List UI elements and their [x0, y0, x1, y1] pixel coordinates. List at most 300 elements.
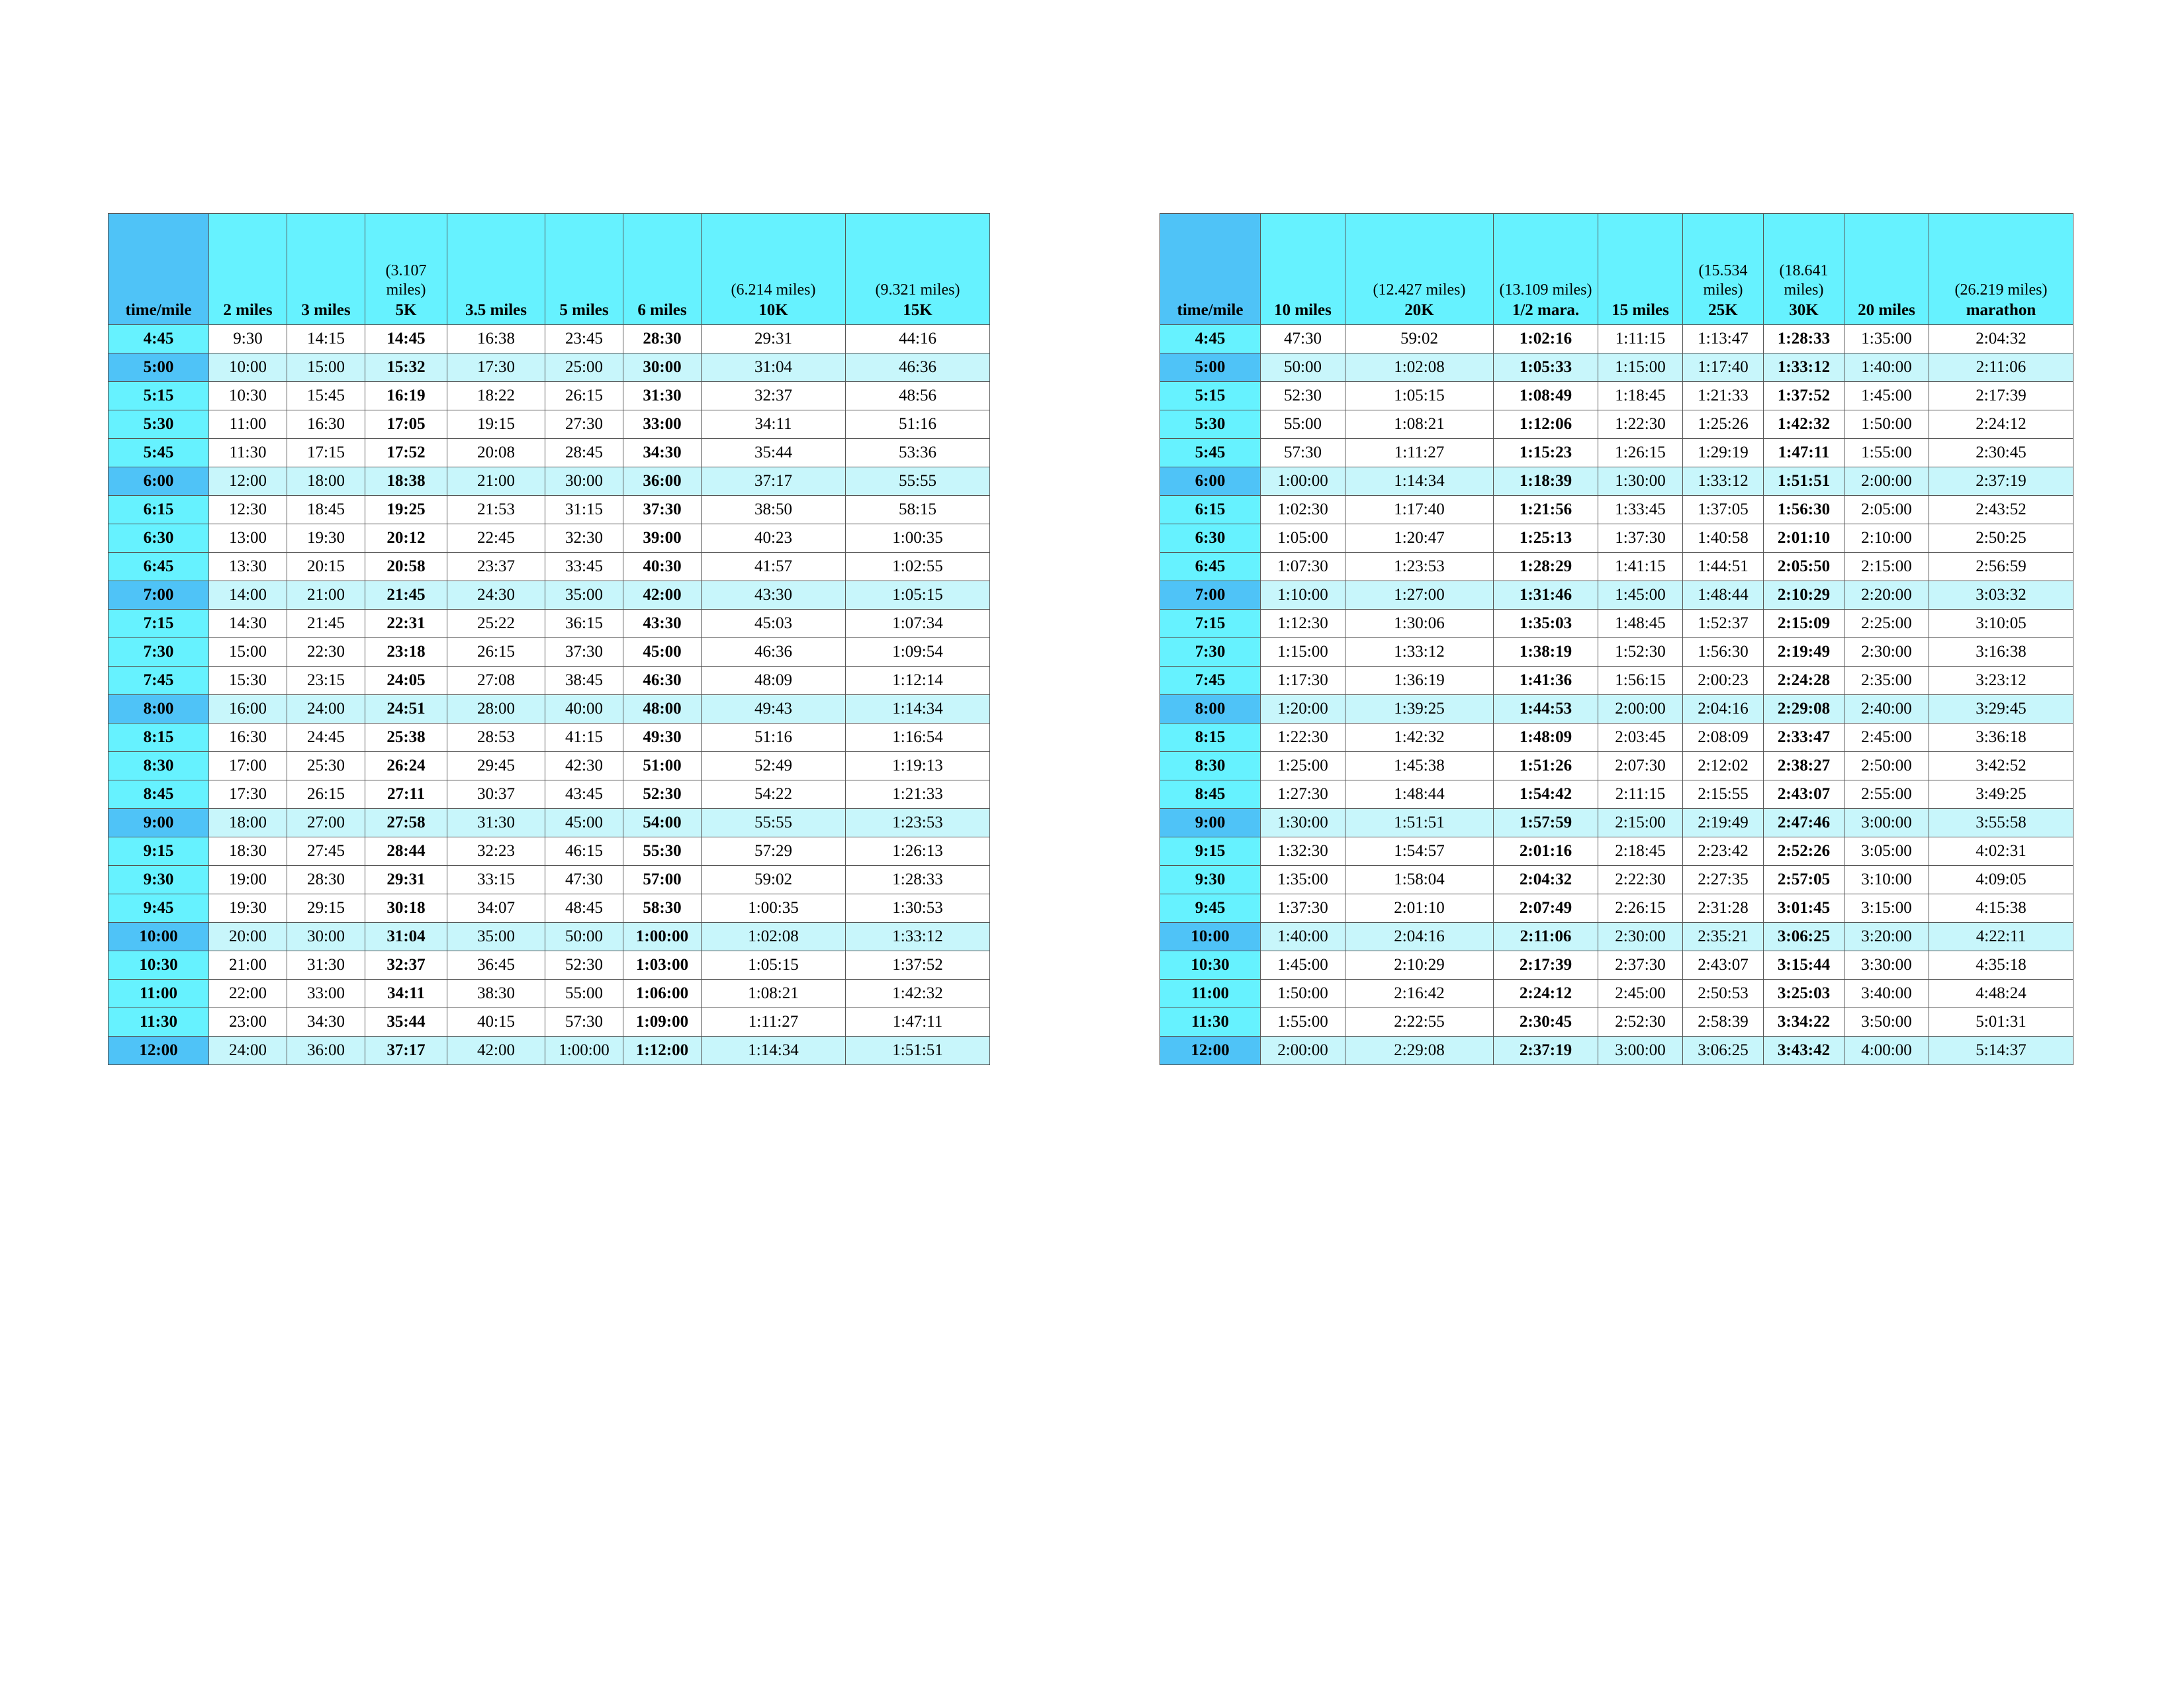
split-time-cell: 2:03:45 — [1598, 724, 1683, 752]
table-row — [1160, 951, 2073, 980]
split-time-cell: 57:30 — [1261, 439, 1345, 467]
split-time-cell: 2:52:26 — [1764, 837, 1844, 866]
split-time-cell: 2:24:12 — [1494, 980, 1598, 1008]
pace-per-mile-cell: 5:30 — [1160, 410, 1261, 439]
split-time-cell: 1:57:59 — [1494, 809, 1598, 837]
split-time-cell: 1:09:54 — [846, 638, 990, 667]
split-time-cell: 1:30:53 — [846, 894, 990, 923]
split-time-cell: 3:23:12 — [1929, 667, 2073, 695]
split-time-cell: 1:48:45 — [1598, 610, 1683, 638]
split-time-cell: 1:28:29 — [1494, 553, 1598, 581]
pace-table-right — [1160, 213, 2073, 1065]
column-header-distance: (26.219 miles) — [1954, 281, 2048, 299]
split-time-cell: 29:45 — [447, 752, 545, 780]
split-time-cell: 1:17:30 — [1261, 667, 1345, 695]
split-time-cell: 40:15 — [447, 1008, 545, 1037]
split-time-cell: 47:30 — [545, 866, 623, 894]
table-row — [109, 353, 990, 382]
split-time-cell: 35:00 — [447, 923, 545, 951]
split-time-cell: 2:22:55 — [1345, 1008, 1494, 1037]
table-row — [1160, 382, 2073, 410]
split-time-cell: 23:45 — [545, 325, 623, 353]
split-time-cell: 2:30:00 — [1598, 923, 1683, 951]
split-time-cell: 1:50:00 — [1844, 410, 1929, 439]
split-time-cell: 1:23:53 — [846, 809, 990, 837]
split-time-cell: 17:30 — [447, 353, 545, 382]
split-time-cell: 2:38:27 — [1764, 752, 1844, 780]
table-row — [109, 467, 990, 496]
split-time-cell: 19:30 — [287, 524, 365, 553]
column-header-label: 5K — [395, 301, 417, 319]
split-time-cell: 3:25:03 — [1764, 980, 1844, 1008]
split-time-cell: 1:48:44 — [1345, 780, 1494, 809]
table-row — [109, 951, 990, 980]
split-time-cell: 2:45:00 — [1598, 980, 1683, 1008]
table-row — [109, 496, 990, 524]
split-time-cell: 23:18 — [365, 638, 447, 667]
split-time-cell: 1:17:40 — [1345, 496, 1494, 524]
split-time-cell: 21:00 — [209, 951, 287, 980]
split-time-cell: 18:30 — [209, 837, 287, 866]
split-time-cell: 15:45 — [287, 382, 365, 410]
table-row — [1160, 439, 2073, 467]
split-time-cell: 1:48:09 — [1494, 724, 1598, 752]
split-time-cell: 25:30 — [287, 752, 365, 780]
split-time-cell: 55:00 — [545, 980, 623, 1008]
split-time-cell: 2:20:00 — [1844, 581, 1929, 610]
split-time-cell: 1:32:30 — [1261, 837, 1345, 866]
split-time-cell: 10:00 — [209, 353, 287, 382]
split-time-cell: 2:55:00 — [1844, 780, 1929, 809]
split-time-cell: 1:02:30 — [1261, 496, 1345, 524]
split-time-cell: 59:02 — [702, 866, 846, 894]
split-time-cell: 35:44 — [365, 1008, 447, 1037]
split-time-cell: 3:15:44 — [1764, 951, 1844, 980]
table-row — [1160, 1037, 2073, 1065]
column-header — [109, 214, 209, 325]
split-time-cell: 2:17:39 — [1929, 382, 2073, 410]
split-time-cell: 1:08:21 — [702, 980, 846, 1008]
column-header-label: 2 miles — [223, 301, 273, 319]
split-time-cell: 1:00:35 — [846, 524, 990, 553]
column-header — [365, 214, 447, 325]
split-time-cell: 12:00 — [209, 467, 287, 496]
pace-per-mile-cell: 9:45 — [1160, 894, 1261, 923]
table-row — [1160, 610, 2073, 638]
split-time-cell: 1:25:13 — [1494, 524, 1598, 553]
column-header-label: 30K — [1789, 301, 1819, 319]
split-time-cell: 2:19:49 — [1764, 638, 1844, 667]
pace-per-mile-cell: 9:15 — [109, 837, 209, 866]
pace-per-mile-cell: 6:45 — [109, 553, 209, 581]
split-time-cell: 37:17 — [365, 1037, 447, 1065]
split-time-cell: 1:15:23 — [1494, 439, 1598, 467]
split-time-cell: 1:19:13 — [846, 752, 990, 780]
header-row — [109, 214, 990, 325]
split-time-cell: 12:30 — [209, 496, 287, 524]
split-time-cell: 27:08 — [447, 667, 545, 695]
split-time-cell: 2:30:00 — [1844, 638, 1929, 667]
column-header — [209, 214, 287, 325]
split-time-cell: 1:56:30 — [1764, 496, 1844, 524]
split-time-cell: 1:07:34 — [846, 610, 990, 638]
pace-per-mile-cell: 7:30 — [109, 638, 209, 667]
pace-per-mile-cell: 7:15 — [1160, 610, 1261, 638]
pace-per-mile-cell: 8:15 — [1160, 724, 1261, 752]
split-time-cell: 17:52 — [365, 439, 447, 467]
split-time-cell: 1:05:00 — [1261, 524, 1345, 553]
table-row — [109, 980, 990, 1008]
split-time-cell: 11:30 — [209, 439, 287, 467]
split-time-cell: 1:15:00 — [1598, 353, 1683, 382]
split-time-cell: 2:35:21 — [1683, 923, 1764, 951]
split-time-cell: 2:52:30 — [1598, 1008, 1683, 1037]
column-header — [702, 214, 846, 325]
split-time-cell: 1:47:11 — [846, 1008, 990, 1037]
split-time-cell: 37:17 — [702, 467, 846, 496]
split-time-cell: 3:00:00 — [1844, 809, 1929, 837]
pace-per-mile-cell: 9:30 — [109, 866, 209, 894]
split-time-cell: 2:15:00 — [1598, 809, 1683, 837]
column-header-label: 15 miles — [1612, 301, 1669, 319]
table-header — [109, 214, 990, 325]
split-time-cell: 1:21:33 — [1683, 382, 1764, 410]
split-time-cell: 33:00 — [287, 980, 365, 1008]
split-time-cell: 3:15:00 — [1844, 894, 1929, 923]
split-time-cell: 2:58:39 — [1683, 1008, 1764, 1037]
split-time-cell: 16:00 — [209, 695, 287, 724]
split-time-cell: 2:04:32 — [1929, 325, 2073, 353]
table-row — [1160, 667, 2073, 695]
pace-per-mile-cell: 9:15 — [1160, 837, 1261, 866]
split-time-cell: 42:30 — [545, 752, 623, 780]
split-time-cell: 1:08:21 — [1345, 410, 1494, 439]
split-time-cell: 34:11 — [702, 410, 846, 439]
split-time-cell: 1:47:11 — [1764, 439, 1844, 467]
column-header — [1929, 214, 2073, 325]
split-time-cell: 1:45:38 — [1345, 752, 1494, 780]
pace-per-mile-cell: 7:00 — [1160, 581, 1261, 610]
split-time-cell: 2:05:00 — [1844, 496, 1929, 524]
split-time-cell: 31:30 — [447, 809, 545, 837]
pace-table-right-container — [1160, 213, 2073, 1065]
split-time-cell: 19:00 — [209, 866, 287, 894]
split-time-cell: 21:00 — [447, 467, 545, 496]
table-row — [1160, 724, 2073, 752]
split-time-cell: 34:07 — [447, 894, 545, 923]
split-time-cell: 1:03:00 — [623, 951, 702, 980]
split-time-cell: 2:12:02 — [1683, 752, 1764, 780]
split-time-cell: 2:11:06 — [1494, 923, 1598, 951]
split-time-cell: 1:12:00 — [623, 1037, 702, 1065]
split-time-cell: 26:15 — [447, 638, 545, 667]
table-row — [1160, 553, 2073, 581]
split-time-cell: 17:15 — [287, 439, 365, 467]
split-time-cell: 2:00:00 — [1261, 1037, 1345, 1065]
split-time-cell: 32:30 — [545, 524, 623, 553]
pace-per-mile-cell: 11:00 — [109, 980, 209, 1008]
split-time-cell: 16:30 — [209, 724, 287, 752]
split-time-cell: 1:45:00 — [1598, 581, 1683, 610]
pace-per-mile-cell: 7:45 — [109, 667, 209, 695]
split-time-cell: 46:30 — [623, 667, 702, 695]
split-time-cell: 1:11:27 — [1345, 439, 1494, 467]
split-time-cell: 3:01:45 — [1764, 894, 1844, 923]
split-time-cell: 15:00 — [209, 638, 287, 667]
column-header-label: 20 miles — [1858, 301, 1915, 319]
split-time-cell: 16:38 — [447, 325, 545, 353]
split-time-cell: 38:30 — [447, 980, 545, 1008]
split-time-cell: 21:53 — [447, 496, 545, 524]
split-time-cell: 1:55:00 — [1261, 1008, 1345, 1037]
split-time-cell: 47:30 — [1261, 325, 1345, 353]
split-time-cell: 24:05 — [365, 667, 447, 695]
split-time-cell: 28:53 — [447, 724, 545, 752]
column-header-label: 5 miles — [559, 301, 609, 319]
table-row — [1160, 325, 2073, 353]
split-time-cell: 17:05 — [365, 410, 447, 439]
split-time-cell: 23:37 — [447, 553, 545, 581]
split-time-cell: 38:50 — [702, 496, 846, 524]
split-time-cell: 27:11 — [365, 780, 447, 809]
split-time-cell: 1:42:32 — [1345, 724, 1494, 752]
split-time-cell: 31:04 — [702, 353, 846, 382]
split-time-cell: 2:35:00 — [1844, 667, 1929, 695]
split-time-cell: 30:37 — [447, 780, 545, 809]
split-time-cell: 29:15 — [287, 894, 365, 923]
split-time-cell: 2:16:42 — [1345, 980, 1494, 1008]
table-row — [109, 638, 990, 667]
pace-per-mile-cell: 10:00 — [1160, 923, 1261, 951]
split-time-cell: 2:11:06 — [1929, 353, 2073, 382]
split-time-cell: 1:39:25 — [1345, 695, 1494, 724]
split-time-cell: 3:43:42 — [1764, 1037, 1844, 1065]
split-time-cell: 59:02 — [1345, 325, 1494, 353]
table-row — [1160, 837, 2073, 866]
split-time-cell: 30:00 — [623, 353, 702, 382]
column-header-label: 1/2 mara. — [1512, 301, 1580, 319]
split-time-cell: 27:30 — [545, 410, 623, 439]
split-time-cell: 52:30 — [1261, 382, 1345, 410]
table-row — [1160, 866, 2073, 894]
table-row — [1160, 467, 2073, 496]
split-time-cell: 1:45:00 — [1844, 382, 1929, 410]
split-time-cell: 2:00:23 — [1683, 667, 1764, 695]
split-time-cell: 55:55 — [846, 467, 990, 496]
table-row — [109, 524, 990, 553]
split-time-cell: 4:48:24 — [1929, 980, 2073, 1008]
table-row — [109, 695, 990, 724]
split-time-cell: 2:24:28 — [1764, 667, 1844, 695]
split-time-cell: 18:00 — [209, 809, 287, 837]
split-time-cell: 2:10:29 — [1345, 951, 1494, 980]
split-time-cell: 31:30 — [287, 951, 365, 980]
split-time-cell: 36:45 — [447, 951, 545, 980]
split-time-cell: 21:45 — [287, 610, 365, 638]
split-time-cell: 1:33:45 — [1598, 496, 1683, 524]
split-time-cell: 1:02:08 — [702, 923, 846, 951]
split-time-cell: 2:04:32 — [1494, 866, 1598, 894]
split-time-cell: 26:15 — [545, 382, 623, 410]
split-time-cell: 45:00 — [623, 638, 702, 667]
split-time-cell: 43:30 — [623, 610, 702, 638]
column-header — [545, 214, 623, 325]
split-time-cell: 3:10:05 — [1929, 610, 2073, 638]
pace-per-mile-cell: 7:00 — [109, 581, 209, 610]
split-time-cell: 1:41:36 — [1494, 667, 1598, 695]
split-time-cell: 1:05:15 — [1345, 382, 1494, 410]
split-time-cell: 2:30:45 — [1929, 439, 2073, 467]
split-time-cell: 1:50:00 — [1261, 980, 1345, 1008]
split-time-cell: 30:00 — [545, 467, 623, 496]
split-time-cell: 2:15:55 — [1683, 780, 1764, 809]
table-row — [109, 923, 990, 951]
split-time-cell: 1:21:33 — [846, 780, 990, 809]
split-time-cell: 1:22:30 — [1598, 410, 1683, 439]
split-time-cell: 1:00:35 — [702, 894, 846, 923]
pace-per-mile-cell: 5:15 — [109, 382, 209, 410]
split-time-cell: 34:30 — [287, 1008, 365, 1037]
split-time-cell: 3:42:52 — [1929, 752, 2073, 780]
pace-per-mile-cell: 9:00 — [109, 809, 209, 837]
pace-table-left-container — [108, 213, 990, 1065]
split-time-cell: 2:01:16 — [1494, 837, 1598, 866]
split-time-cell: 2:08:09 — [1683, 724, 1764, 752]
split-time-cell: 46:36 — [702, 638, 846, 667]
split-time-cell: 1:51:51 — [1345, 809, 1494, 837]
split-time-cell: 1:40:58 — [1683, 524, 1764, 553]
split-time-cell: 1:05:33 — [1494, 353, 1598, 382]
split-time-cell: 28:00 — [447, 695, 545, 724]
split-time-cell: 2:56:59 — [1929, 553, 2073, 581]
table-row — [1160, 1008, 2073, 1037]
split-time-cell: 1:20:47 — [1345, 524, 1494, 553]
split-time-cell: 1:14:34 — [1345, 467, 1494, 496]
split-time-cell: 14:30 — [209, 610, 287, 638]
split-time-cell: 1:02:55 — [846, 553, 990, 581]
split-time-cell: 2:45:00 — [1844, 724, 1929, 752]
split-time-cell: 50:00 — [545, 923, 623, 951]
split-time-cell: 2:24:12 — [1929, 410, 2073, 439]
column-header — [1160, 214, 1261, 325]
split-time-cell: 1:56:15 — [1598, 667, 1683, 695]
split-time-cell: 51:16 — [702, 724, 846, 752]
split-time-cell: 3:55:58 — [1929, 809, 2073, 837]
split-time-cell: 2:11:15 — [1598, 780, 1683, 809]
split-time-cell: 35:44 — [702, 439, 846, 467]
split-time-cell: 27:58 — [365, 809, 447, 837]
split-time-cell: 37:30 — [623, 496, 702, 524]
column-header — [1683, 214, 1764, 325]
table-row — [109, 667, 990, 695]
split-time-cell: 9:30 — [209, 325, 287, 353]
table-row — [1160, 980, 2073, 1008]
pace-per-mile-cell: 5:30 — [109, 410, 209, 439]
split-time-cell: 1:26:15 — [1598, 439, 1683, 467]
column-header-label: 10K — [758, 301, 788, 319]
split-time-cell: 2:00:00 — [1598, 695, 1683, 724]
split-time-cell: 52:30 — [545, 951, 623, 980]
pace-per-mile-cell: 8:30 — [109, 752, 209, 780]
table-row — [109, 894, 990, 923]
split-time-cell: 1:28:33 — [1764, 325, 1844, 353]
pace-per-mile-cell: 6:30 — [1160, 524, 1261, 553]
split-time-cell: 1:58:04 — [1345, 866, 1494, 894]
column-header-distance: (13.109 miles) — [1499, 281, 1592, 299]
split-time-cell: 2:07:49 — [1494, 894, 1598, 923]
split-time-cell: 5:14:37 — [1929, 1037, 2073, 1065]
pace-per-mile-cell: 6:15 — [1160, 496, 1261, 524]
split-time-cell: 4:15:38 — [1929, 894, 2073, 923]
split-time-cell: 1:27:30 — [1261, 780, 1345, 809]
split-time-cell: 55:55 — [702, 809, 846, 837]
table-row — [1160, 496, 2073, 524]
split-time-cell: 1:00:00 — [1261, 467, 1345, 496]
split-time-cell: 1:35:00 — [1844, 325, 1929, 353]
split-time-cell: 19:30 — [209, 894, 287, 923]
split-time-cell: 1:51:26 — [1494, 752, 1598, 780]
split-time-cell: 1:38:19 — [1494, 638, 1598, 667]
split-time-cell: 2:26:15 — [1598, 894, 1683, 923]
column-header-label: 15K — [903, 301, 933, 319]
pace-table-left — [108, 213, 990, 1065]
split-time-cell: 3:34:22 — [1764, 1008, 1844, 1037]
split-time-cell: 3:03:32 — [1929, 581, 2073, 610]
split-time-cell: 31:30 — [623, 382, 702, 410]
split-time-cell: 2:31:28 — [1683, 894, 1764, 923]
split-time-cell: 1:18:45 — [1598, 382, 1683, 410]
split-time-cell: 4:02:31 — [1929, 837, 2073, 866]
split-time-cell: 1:30:00 — [1261, 809, 1345, 837]
split-time-cell: 58:30 — [623, 894, 702, 923]
column-header — [1844, 214, 1929, 325]
split-time-cell: 32:37 — [365, 951, 447, 980]
split-time-cell: 28:44 — [365, 837, 447, 866]
split-time-cell: 2:25:00 — [1844, 610, 1929, 638]
split-time-cell: 57:30 — [545, 1008, 623, 1037]
split-time-cell: 39:00 — [623, 524, 702, 553]
split-time-cell: 2:01:10 — [1345, 894, 1494, 923]
pace-per-mile-cell: 7:30 — [1160, 638, 1261, 667]
pace-per-mile-cell: 11:30 — [109, 1008, 209, 1037]
split-time-cell: 29:31 — [702, 325, 846, 353]
pace-per-mile-cell: 10:30 — [109, 951, 209, 980]
split-time-cell: 3:10:00 — [1844, 866, 1929, 894]
split-time-cell: 2:15:00 — [1844, 553, 1929, 581]
split-time-cell: 46:36 — [846, 353, 990, 382]
split-time-cell: 2:10:00 — [1844, 524, 1929, 553]
split-time-cell: 1:20:00 — [1261, 695, 1345, 724]
split-time-cell: 21:00 — [287, 581, 365, 610]
table-row — [109, 325, 990, 353]
split-time-cell: 36:00 — [287, 1037, 365, 1065]
split-time-cell: 16:30 — [287, 410, 365, 439]
column-header — [846, 214, 990, 325]
split-time-cell: 1:25:26 — [1683, 410, 1764, 439]
split-time-cell: 23:00 — [209, 1008, 287, 1037]
pace-per-mile-cell: 8:45 — [109, 780, 209, 809]
split-time-cell: 1:11:15 — [1598, 325, 1683, 353]
table-row — [1160, 695, 2073, 724]
split-time-cell: 1:12:30 — [1261, 610, 1345, 638]
split-time-cell: 15:30 — [209, 667, 287, 695]
column-header — [1598, 214, 1683, 325]
split-time-cell: 33:15 — [447, 866, 545, 894]
split-time-cell: 11:00 — [209, 410, 287, 439]
split-time-cell: 2:04:16 — [1683, 695, 1764, 724]
pace-per-mile-cell: 11:00 — [1160, 980, 1261, 1008]
split-time-cell: 2:43:07 — [1683, 951, 1764, 980]
